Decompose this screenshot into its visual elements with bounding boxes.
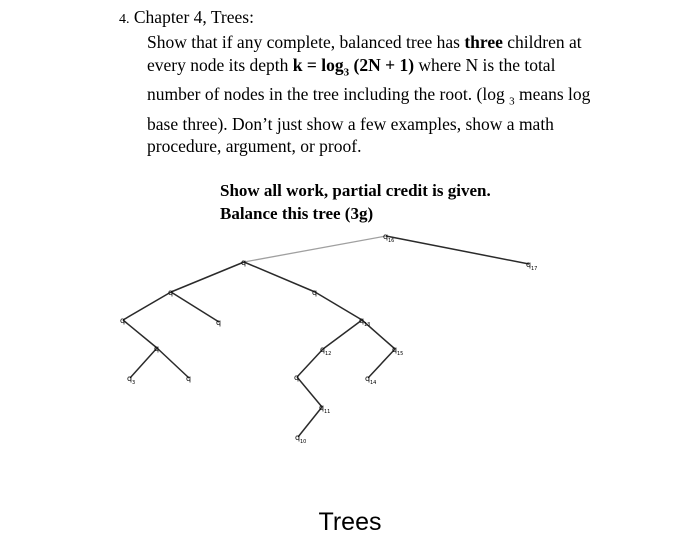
tree-node-label: 17	[531, 266, 538, 272]
tree-node-mark: q	[526, 260, 532, 269]
tree-node-label: 13	[364, 322, 371, 328]
question-number: 4.	[119, 12, 130, 27]
tree-node	[120, 316, 125, 325]
tree-node	[154, 344, 159, 353]
tree-edge	[244, 236, 386, 262]
tree-node	[312, 288, 317, 297]
tree-node	[359, 316, 370, 328]
tree-node-label: 14	[370, 380, 377, 386]
tree-node-label: 15	[397, 351, 404, 357]
tree-edge	[386, 236, 529, 264]
tree-nodes	[120, 232, 537, 445]
tree-edge	[171, 262, 244, 292]
figure-caption: Trees	[318, 508, 382, 536]
tree-node	[392, 345, 403, 357]
tree-node-mark: q	[392, 345, 398, 354]
problem-text-segment: 3	[343, 66, 350, 79]
problem-text-segment: where N is the total number of nodes in the tree including the root. (log	[147, 54, 556, 105]
tree-node	[294, 373, 299, 382]
tree-edge	[123, 320, 157, 348]
tree-node-label: 12	[325, 351, 332, 357]
tree-node	[127, 374, 135, 386]
tree-node-label: 16	[388, 238, 395, 244]
tree-node-label: 11	[324, 409, 331, 415]
tree-node-mark: q	[383, 232, 389, 241]
tree-node	[383, 232, 394, 244]
tree-node-mark: q	[120, 316, 126, 325]
tree-node-mark: q	[320, 345, 326, 354]
tree-node	[168, 288, 173, 297]
tree-node-label: 10	[300, 439, 307, 445]
tree-edge	[315, 292, 362, 320]
tree-edge	[130, 348, 157, 378]
tree-node	[216, 318, 221, 327]
tree-node-mark: q	[127, 374, 133, 383]
tree-node	[186, 374, 191, 383]
tree-edge	[323, 320, 362, 349]
tree-edge	[123, 292, 171, 320]
problem-text-segment: three	[464, 32, 503, 53]
tree-node-label: 3	[132, 380, 136, 386]
tree-edge	[157, 348, 189, 378]
tree-node-mark: q	[241, 258, 247, 267]
tree-node-mark: q	[154, 344, 160, 353]
tree-node-mark: q	[186, 374, 192, 383]
problem-text-segment: k = log	[292, 54, 344, 75]
tree-node-mark: q	[319, 403, 325, 412]
tree-edges	[123, 236, 532, 437]
problem-text-segment: (2N + 1)	[349, 54, 415, 75]
tree-node-mark: q	[312, 288, 318, 297]
tree-node	[241, 258, 246, 267]
tree-edge	[171, 292, 219, 322]
tree-node-mark: q	[295, 433, 301, 442]
tree-node-mark: q	[168, 288, 174, 297]
tree-edge	[244, 262, 315, 292]
problem-text-segment: means log base three). Don’t just show a few examples, show a math procedure, argument, or proof.	[147, 84, 591, 157]
tree-node-mark: q	[294, 373, 300, 382]
tree-node-mark: q	[359, 316, 365, 325]
tree-node	[526, 260, 537, 272]
problem-text-segment: 3	[509, 95, 515, 108]
tree-node	[319, 403, 330, 415]
tree-node-mark: q	[216, 318, 222, 327]
chapter-heading: Chapter 4, Trees:	[133, 7, 254, 27]
instruction-work: Show all work, partial credit is given.	[220, 181, 491, 200]
tree-edge	[368, 349, 395, 378]
tree-node-mark: q	[365, 374, 371, 383]
problem-text-segment: children at every node its depth	[147, 32, 582, 75]
instruction-balance: Balance this tree (3g)	[220, 203, 374, 223]
problem-text-segment: Show that if any complete, balanced tree has	[147, 32, 465, 53]
